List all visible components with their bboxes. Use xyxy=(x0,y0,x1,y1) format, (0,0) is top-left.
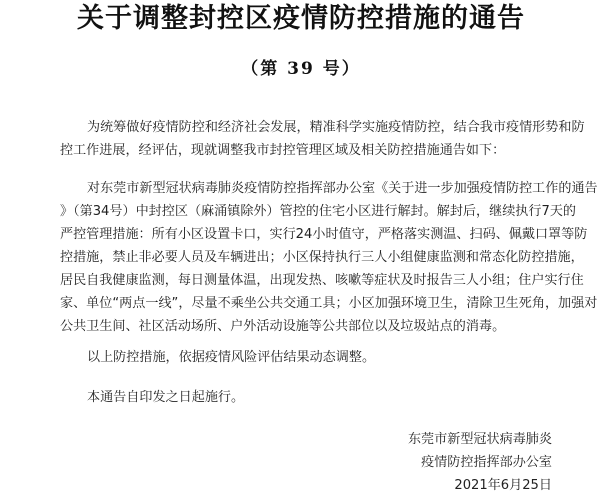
body-line: 家、单位“两点一线”，尽量不乘坐公共交通工具；小区加强环境卫生，清除卫生死角，加强对 xyxy=(60,296,598,311)
body-line: 居民自我健康监测，每日测量体温，出现发热、咳嗽等症状及时报告三人小组；住户实行住 xyxy=(60,273,584,288)
body-line: 控措施，禁止非必要人员及车辆进出；小区保持执行三人小组健康监测和常态化防控措施， xyxy=(60,250,584,265)
signature-org-line2: 疫情防控指挥部办公室 xyxy=(421,455,552,470)
intro-paragraph xyxy=(60,116,585,162)
signature-org-line1: 东莞市新型冠状病毒肺炎 xyxy=(407,432,552,447)
signature-date: 2021年6月25日 xyxy=(454,478,552,493)
notice-title: 关于调整封控区疫情防控措施的通告 xyxy=(77,3,525,34)
body-paragraph xyxy=(60,177,598,338)
body-line: 对东莞市新型冠状病毒肺炎疫情防控指挥部办公室《关于进一步加强疫情防控工作的通告 xyxy=(87,181,598,196)
body-line: 严控管理措施：所有小区设置卡口，实行24小时值守，严格落实测温、扫码、佩戴口罩等防 xyxy=(60,227,588,242)
effective-paragraph: 本通告自印发之日起施行。 xyxy=(87,390,245,405)
adjust-paragraph: 以上防控措施，依据疫情风险评估结果动态调整。 xyxy=(87,350,376,365)
body-line: 公共卫生间、社区活动场所、户外活动设施等公共部位以及垃圾站点的消毒。 xyxy=(60,319,506,334)
notice-number: （第 39 号） xyxy=(241,59,361,79)
body-line: 》（第34号）中封控区（麻涌镇除外）管控的住宅小区进行解封。解封后，继续执行7天的 xyxy=(60,204,577,219)
intro-line: 控工作进展，经评估，现就调整我市封控管理区域及相关防控措施通告如下： xyxy=(60,143,506,158)
intro-line: 为统筹做好疫情防控和经济社会发展，精准科学实施疫情防控，结合我市疫情形势和防 xyxy=(87,120,585,135)
